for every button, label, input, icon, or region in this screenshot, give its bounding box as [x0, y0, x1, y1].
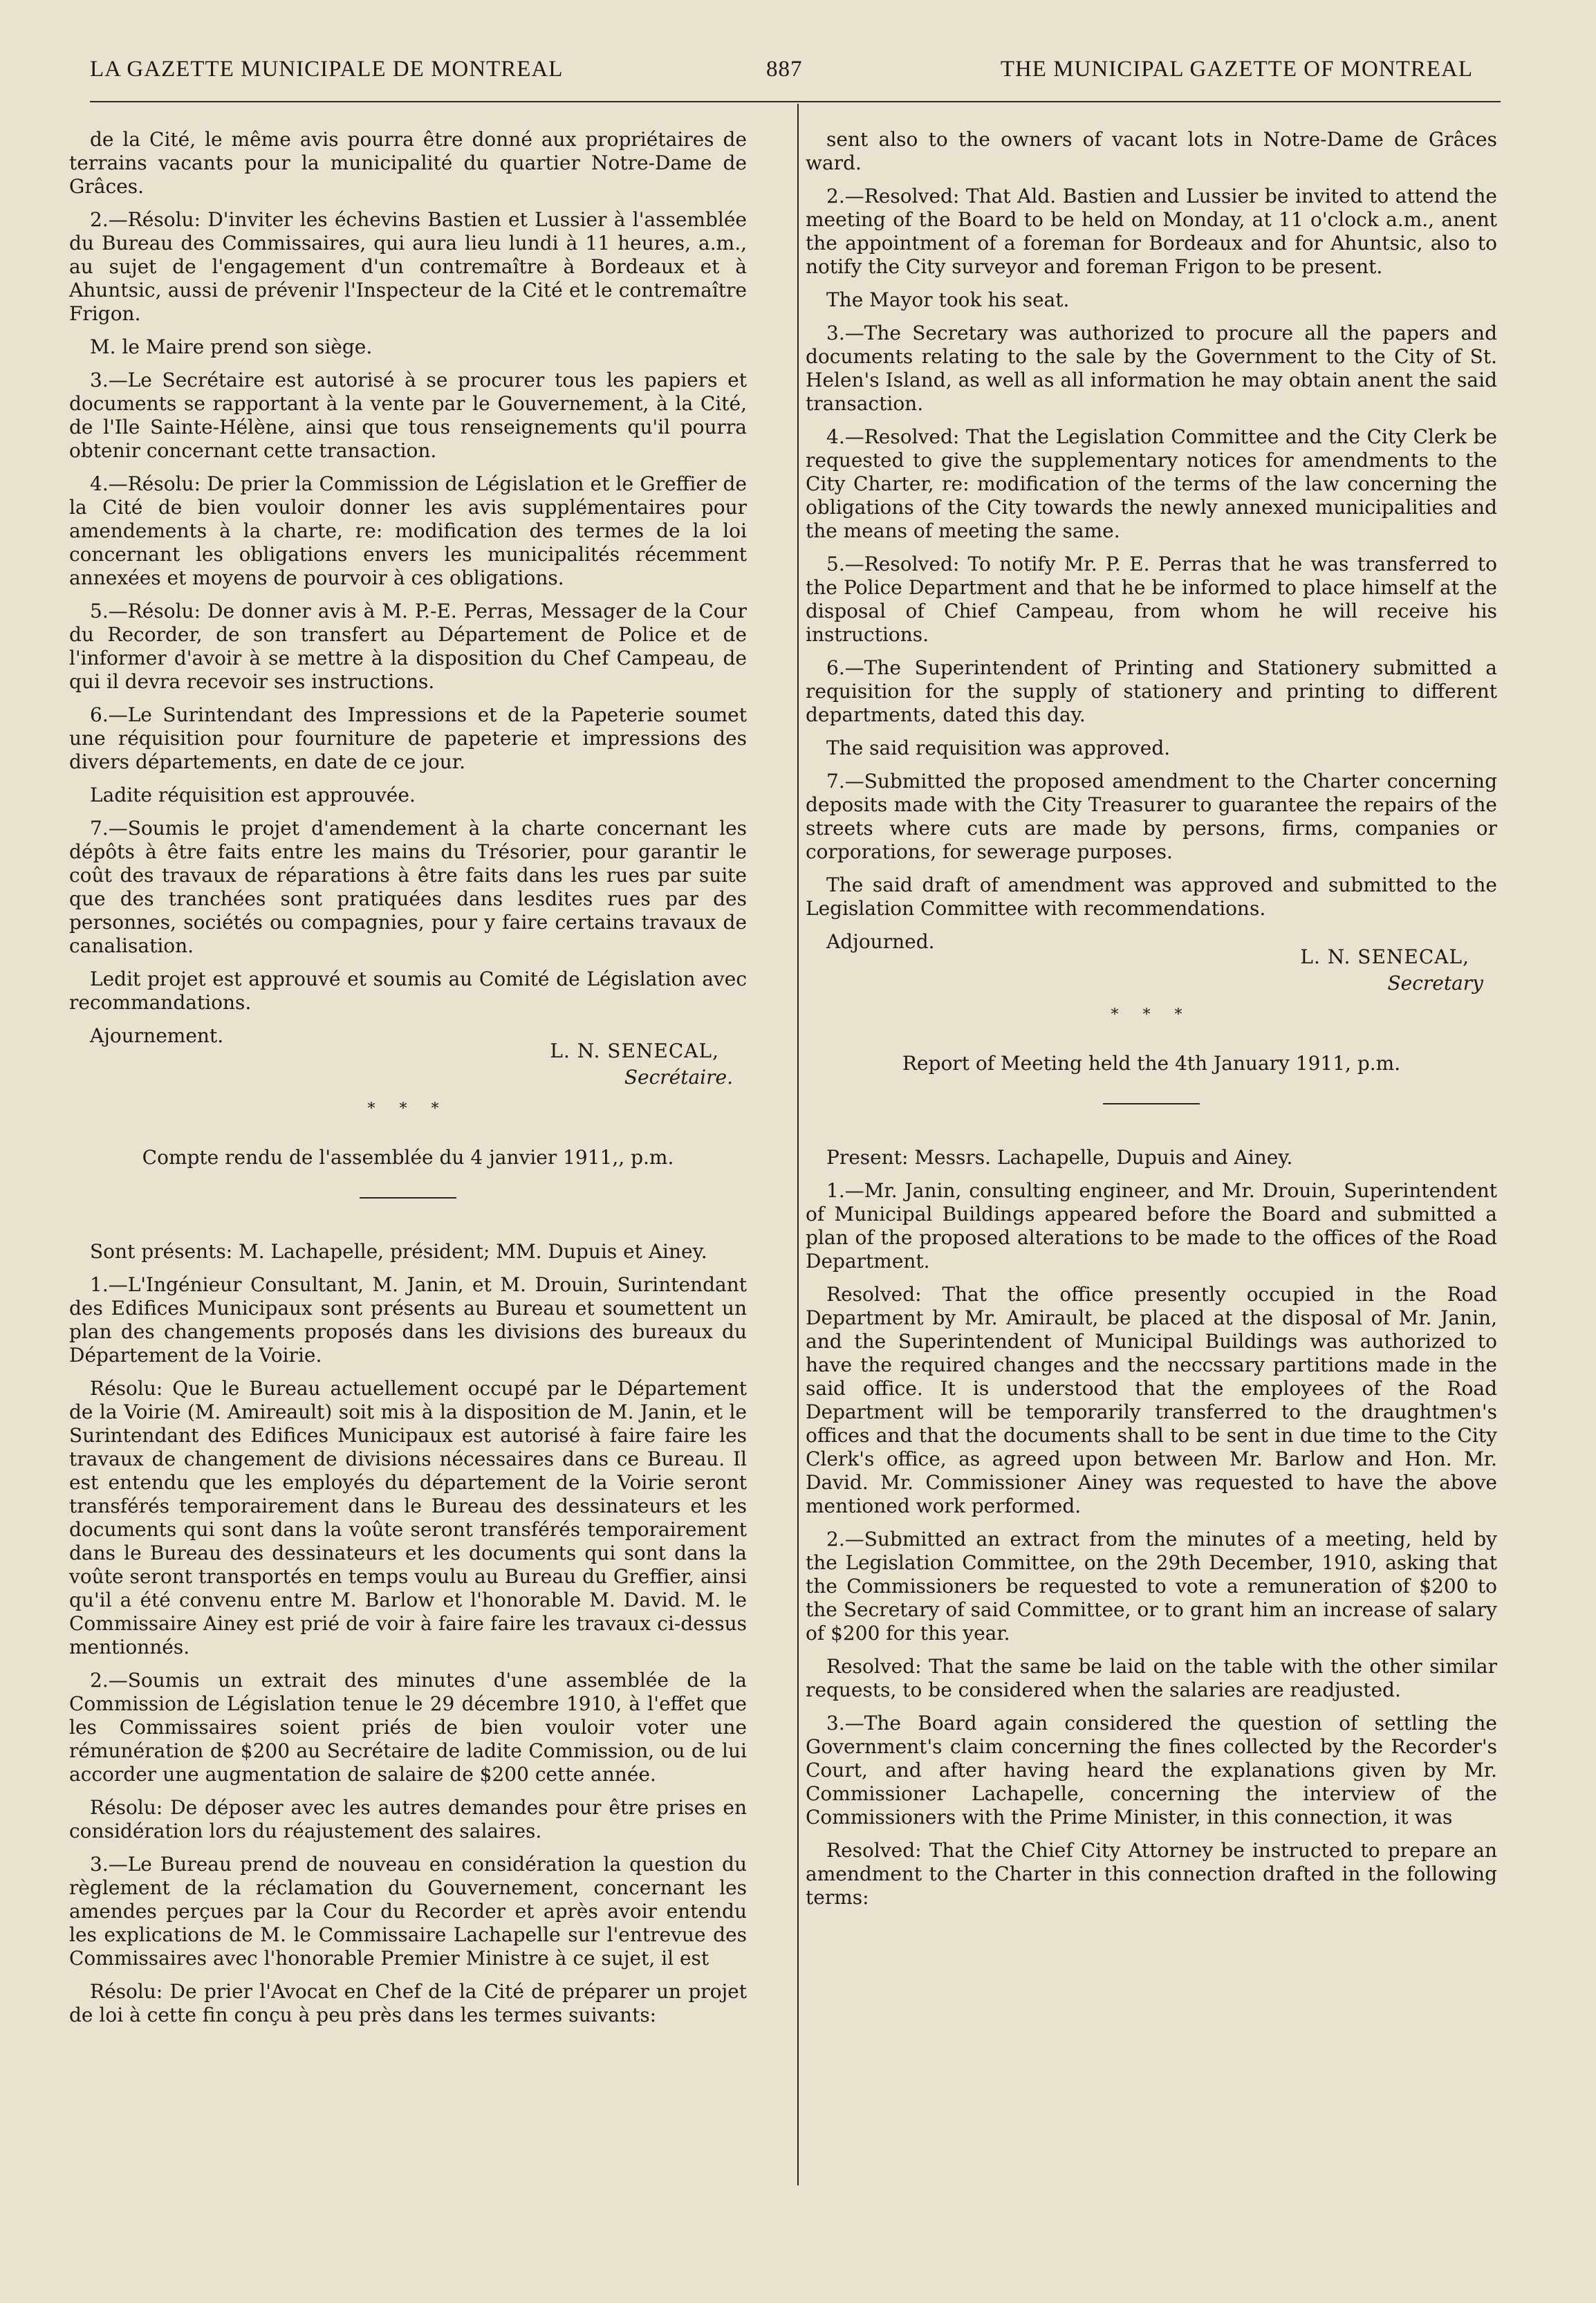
english-column [806, 128, 1497, 1919]
paragraph: The said requisition was approved. [826, 737, 1171, 759]
paragraph: 2.—Submitted an extract from the minutes of a meeting, held by the Legislation Committee, on the 29th December, 1910, asking that the Commissioners be requested to vote a remuneration of $200 to the Secretary of said Committee, or to grant him an increase of salary of $200 for this year. [806, 1528, 1497, 1645]
paragraph: 7.—Soumis le projet d'amendement à la charte concernant les dépôts à être faits entre les mains du Trésorier, pour garantir le coût des travaux de réparations à être faits dans les rues par suite que des tranchées sont pratiquées dans lesdites rues par des personnes, sociétés ou compagnies, pour y faire certains travaux de canalisation. [69, 817, 747, 957]
paragraph: Résolu: De prier l'Avocat en Chef de la Cité de préparer un projet de loi à cette fin conçu à peu près dans les termes suivants: [69, 1980, 747, 2026]
paragraph: Ladite réquisition est approuvée. [90, 784, 416, 806]
header-french-title: LA GAZETTE MUNICIPALE DE MONTREAL [90, 57, 564, 82]
paragraph: sent also to the owners of vacant lots in Notre-Dame de Grâces ward. [806, 128, 1497, 174]
short-rule [1103, 1103, 1200, 1104]
header-rule [90, 101, 1501, 102]
adjournment: Adjourned. [826, 930, 935, 953]
short-rule [360, 1197, 456, 1199]
paragraph: 3.—Le Secrétaire est autorisé à se procurer tous les papiers et documents se rapportant à la vente par le Gouvernement, à la Cité, de l'Ile Sainte-Hélène, ainsi que tous renseignements qu'il pourra obtenir concernant cette transaction. [69, 369, 747, 462]
signer-name: L. N. SENECAL, [1300, 945, 1469, 968]
attendance: Sont présents: M. Lachapelle, président; MM. Dupuis et Ainey. [90, 1240, 707, 1263]
paragraph: Resolved: That the same be laid on the table with the other similar requests, to be considered when the salaries are readjusted. [806, 1655, 1497, 1701]
paragraph: 7.—Submitted the proposed amendment to the Charter concerning deposits made with the City Treasurer to guarantee the repairs of the streets where cuts are made by persons, firms, companies or corporations, for sewerage purposes. [806, 770, 1497, 863]
paragraph: 3.—The Board again considered the question of settling the Government's claim concerning the fines collected by the Recorder's Court, and after having heard the explanations given by Mr. Commissioner Lachapelle, concerning the interview of the Commissioners with the Prime Minister, in this connection, it was [806, 1712, 1497, 1829]
paragraph: The said draft of amendment was approved and submitted to the Legislation Committee with recommendations. [806, 873, 1497, 920]
paragraph: 2.—Résolu: D'inviter les échevins Bastien et Lussier à l'assemblée du Bureau des Commissaires, qui aura lieu lundi à 11 heures, a.m., au sujet de l'engagement d'un contremaître à Bordeaux et à Ahuntsic, aussi de prévenir l'Inspecteur de la Cité et le contremaître Frigon. [69, 208, 747, 325]
signer-role: Secrétaire. [624, 1066, 733, 1089]
paragraph: 5.—Résolu: De donner avis à M. P.-E. Perras, Messager de la Cour du Recorder, de son transfert au Département de Police et de l'informer d'avoir à se mettre à la disposition du Chef Campeau, de qui il devra recevoir ses instructions. [69, 600, 747, 693]
paragraph: 6.—The Superintendent of Printing and Stationery submitted a requisition for the supply of stationery and printing to different departments, dated this day. [806, 656, 1497, 726]
attendance: Present: Messrs. Lachapelle, Dupuis and Ainey. [826, 1146, 1293, 1169]
paragraph: M. le Maire prend son siège. [90, 335, 373, 358]
header-english-title: THE MUNICIPAL GAZETTE OF MONTREAL [1000, 57, 1473, 82]
column-divider [797, 104, 799, 2185]
signature-block [69, 1024, 747, 1091]
paragraph: 3.—The Secretary was authorized to procure all the papers and documents relating to the sale by the Government to the City of St. Helen's Island, as well as all information he may obtain anent the said transaction. [806, 322, 1497, 415]
signer-name: L. N. SENECAL, [550, 1039, 719, 1062]
paragraph: 4.—Résolu: De prier la Commission de Législation et le Greffier de la Cité de bien vouloir donner les avis supplémentaires pour amendements à la charte, re: modification des termes de la loi concernant les obligations envers les municipalités récemment annexées et moyens de pourvoir à ces obligations. [69, 472, 747, 589]
paragraph: 5.—Resolved: To notify Mr. P. E. Perras that he was transferred to the Police Department and that he be informed to place himself at the disposal of Chief Campeau, from whom he will receive his instructions. [806, 553, 1497, 646]
section-separator: * * * [1111, 1006, 1192, 1024]
paragraph: 1.—L'Ingénieur Consultant, M. Janin, et M. Drouin, Surintendant des Edifices Municipaux sont présents au Bureau et soumettent un plan des changements proposés dans les divisions des bureaux du Département de la Voirie. [69, 1273, 747, 1367]
signature-block [806, 930, 1497, 997]
section-heading: Compte rendu de l'assemblée du 4 janvier 1911,, p.m. [142, 1146, 674, 1169]
paragraph: 1.—Mr. Janin, consulting engineer, and Mr. Drouin, Superintendent of Municipal Buildings appeared before the Board and submitted a plan of the proposed alterations to be made to the offices of the Road Department. [806, 1179, 1497, 1273]
french-column [69, 128, 747, 2037]
adjournment: Ajournement. [90, 1024, 224, 1047]
paragraph: 4.—Resolved: That the Legislation Committee and the City Clerk be requested to give the supplementary notices for amendments to the City Charter, re: modification of the terms of the law concerning the obligations of the City towards the newly annexed municipalities and the means of meeting the same. [806, 425, 1497, 542]
signer-role: Secretary [1387, 972, 1483, 995]
section-separator: * * * [367, 1100, 449, 1118]
paragraph: 2.—Soumis un extrait des minutes d'une assemblée de la Commission de Législation tenue le 29 décembre 1910, à l'effet que les Commissaires soient priés de bien vouloir voter une rémunération de $200 au Secrétaire de ladite Commission, ou de lui accorder une augmentation de salaire de $200 cette année. [69, 1669, 747, 1786]
page-header [90, 57, 1473, 87]
paragraph: Résolu: Que le Bureau actuellement occupé par le Département de la Voirie (M. Amireault) soit mis à la disposition de M. Janin, et le Surintendant des Edifices Municipaux est autorisé à faire faire les travaux de changement de divisions nécessaires dans ce Bureau. Il est entendu que les employés du département de la Voirie seront transférés temporairement dans le Bureau des dessinateurs et les documents qui sont dans la voûte seront transférés temporairement dans le Bureau des dessinateurs et les documents qui sont dans la voûte seront transportés en temps voulu au Bureau du Greffier, ainsi qu'il a été convenu entre M. Barlow et l'honorable M. David. M. le Commissaire Ainey est prié de voir à faire faire les travaux ci-dessus mentionnés. [69, 1377, 747, 1658]
paragraph: 3.—Le Bureau prend de nouveau en considération la question du règlement de la réclamation du Gouvernement, concernant les amendes perçues par la Cour du Recorder et après avoir entendu les explications de M. le Commissaire Lachapelle sur l'entrevue des Commissaires avec l'honorable Premier Ministre à ce sujet, il est [69, 1853, 747, 1970]
paragraph: Resolved: That the office presently occupied in the Road Department by Mr. Amirault, be placed at the disposal of Mr. Janin, and the Superintendent of Municipal Buildings was authorized to have the required changes and the neccssary partitions made in the said office. It is understood that the employees of the Road Department will be temporarily transferred to the draughtmen's offices and that the documents shall to be sent in due time to the City Clerk's office, as agreed upon between Mr. Barlow and Hon. Mr. David. Mr. Commissioner Ainey was requested to have the above mentioned work performed. [806, 1283, 1497, 1517]
paragraph: Ledit projet est approuvé et soumis au Comité de Législation avec recommandations. [69, 968, 747, 1014]
paragraph: 2.—Resolved: That Ald. Bastien and Lussier be invited to attend the meeting of the Board to be held on Monday, at 11 o'clock a.m., anent the appointment of a foreman for Bordeaux and for Ahuntsic, also to notify the City surveyor and foreman Frigon to be present. [806, 185, 1497, 278]
paragraph: The Mayor took his seat. [826, 288, 1070, 311]
paragraph: Resolved: That the Chief City Attorney be instructed to prepare an amendment to the Charter in this connection drafted in the following terms: [806, 1839, 1497, 1909]
section-heading: Report of Meeting held the 4th January 1911, p.m. [902, 1052, 1401, 1075]
paragraph: 6.—Le Surintendant des Impressions et de la Papeterie soumet une réquisition pour fourniture de papeterie et impressions des divers départements, en date de ce jour. [69, 703, 747, 773]
paragraph: Résolu: De déposer avec les autres demandes pour être prises en considération lors du réajustement des salaires. [69, 1796, 747, 1842]
paragraph: de la Cité, le même avis pourra être donné aux propriétaires de terrains vacants pour la municipalité du quartier Notre-Dame de Grâces. [69, 128, 747, 198]
page-number: 887 [766, 57, 803, 82]
